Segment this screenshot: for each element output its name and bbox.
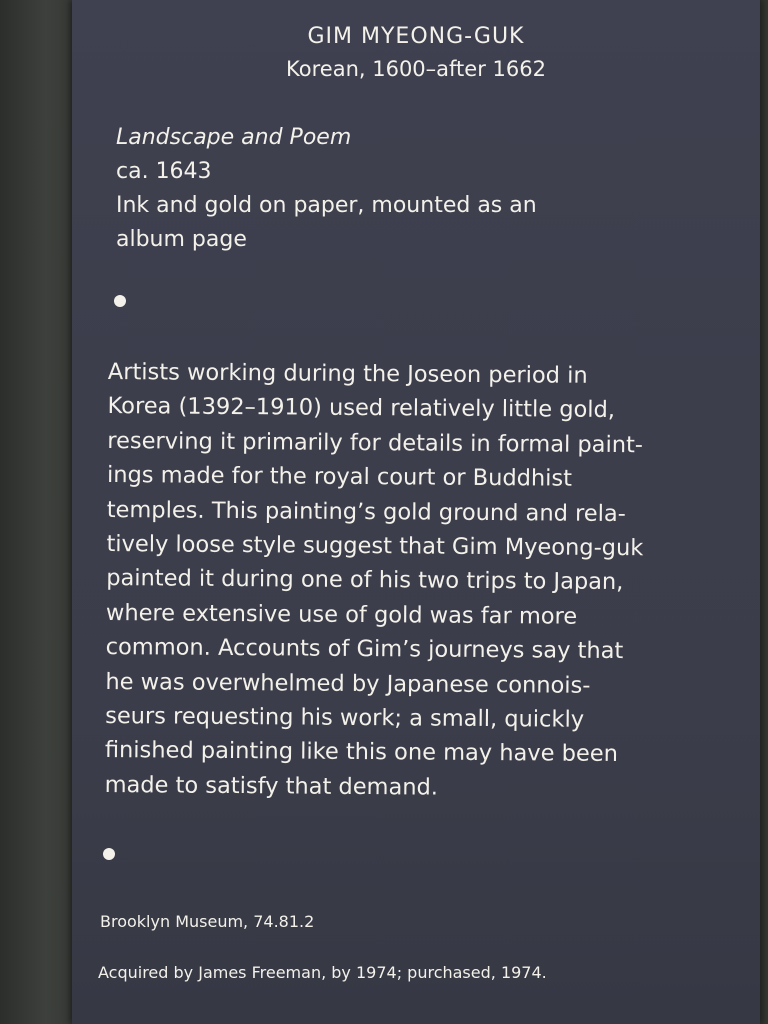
description-line: finished painting like this one may have been <box>104 737 618 768</box>
description-line: Korea (1392–1910) used relatively little gold, <box>107 393 616 424</box>
museum-label-card <box>72 0 760 1024</box>
description-line: seurs requesting his work; a small, quickly <box>105 703 585 733</box>
credit-line-museum: Brooklyn Museum, 74.81.2 <box>100 912 315 931</box>
work-title: Landscape and Poem <box>116 125 352 150</box>
description-line: Artists working during the Joseon period in <box>107 358 588 389</box>
description-line: ings made for the royal court or Buddhist <box>106 462 573 492</box>
work-details <box>116 121 676 257</box>
credit-line-provenance: Acquired by James Freeman, by 1974; purchased, 1974. <box>98 963 547 982</box>
bullet-dot-icon <box>114 295 126 307</box>
description-line: temples. This painting’s gold ground and rela- <box>106 496 626 527</box>
label-description <box>104 355 727 807</box>
artist-name: GIM MYEONG-GUK <box>307 24 525 49</box>
bullet-dot-icon <box>103 848 115 860</box>
work-date: ca. 1643 <box>116 159 212 184</box>
artist-nationality: Korean, 1600–after 1662 <box>286 57 546 81</box>
work-medium-line: Ink and gold on paper, mounted as an <box>116 193 537 218</box>
description-line: reserving it primarily for details in formal paint- <box>107 427 644 459</box>
description-line: painted it during one of his two trips to Japan, <box>106 565 624 596</box>
description-line: where extensive use of gold was far more <box>105 599 578 630</box>
description-line: he was overwhelmed by Japanese connois- <box>105 668 591 699</box>
work-medium-line: album page <box>116 227 247 252</box>
description-line: tively loose style suggest that Gim Myeong-guk <box>106 531 644 562</box>
description-line: made to satisfy that demand. <box>104 771 439 801</box>
description-line: common. Accounts of Gim’s journeys say that <box>105 634 624 665</box>
